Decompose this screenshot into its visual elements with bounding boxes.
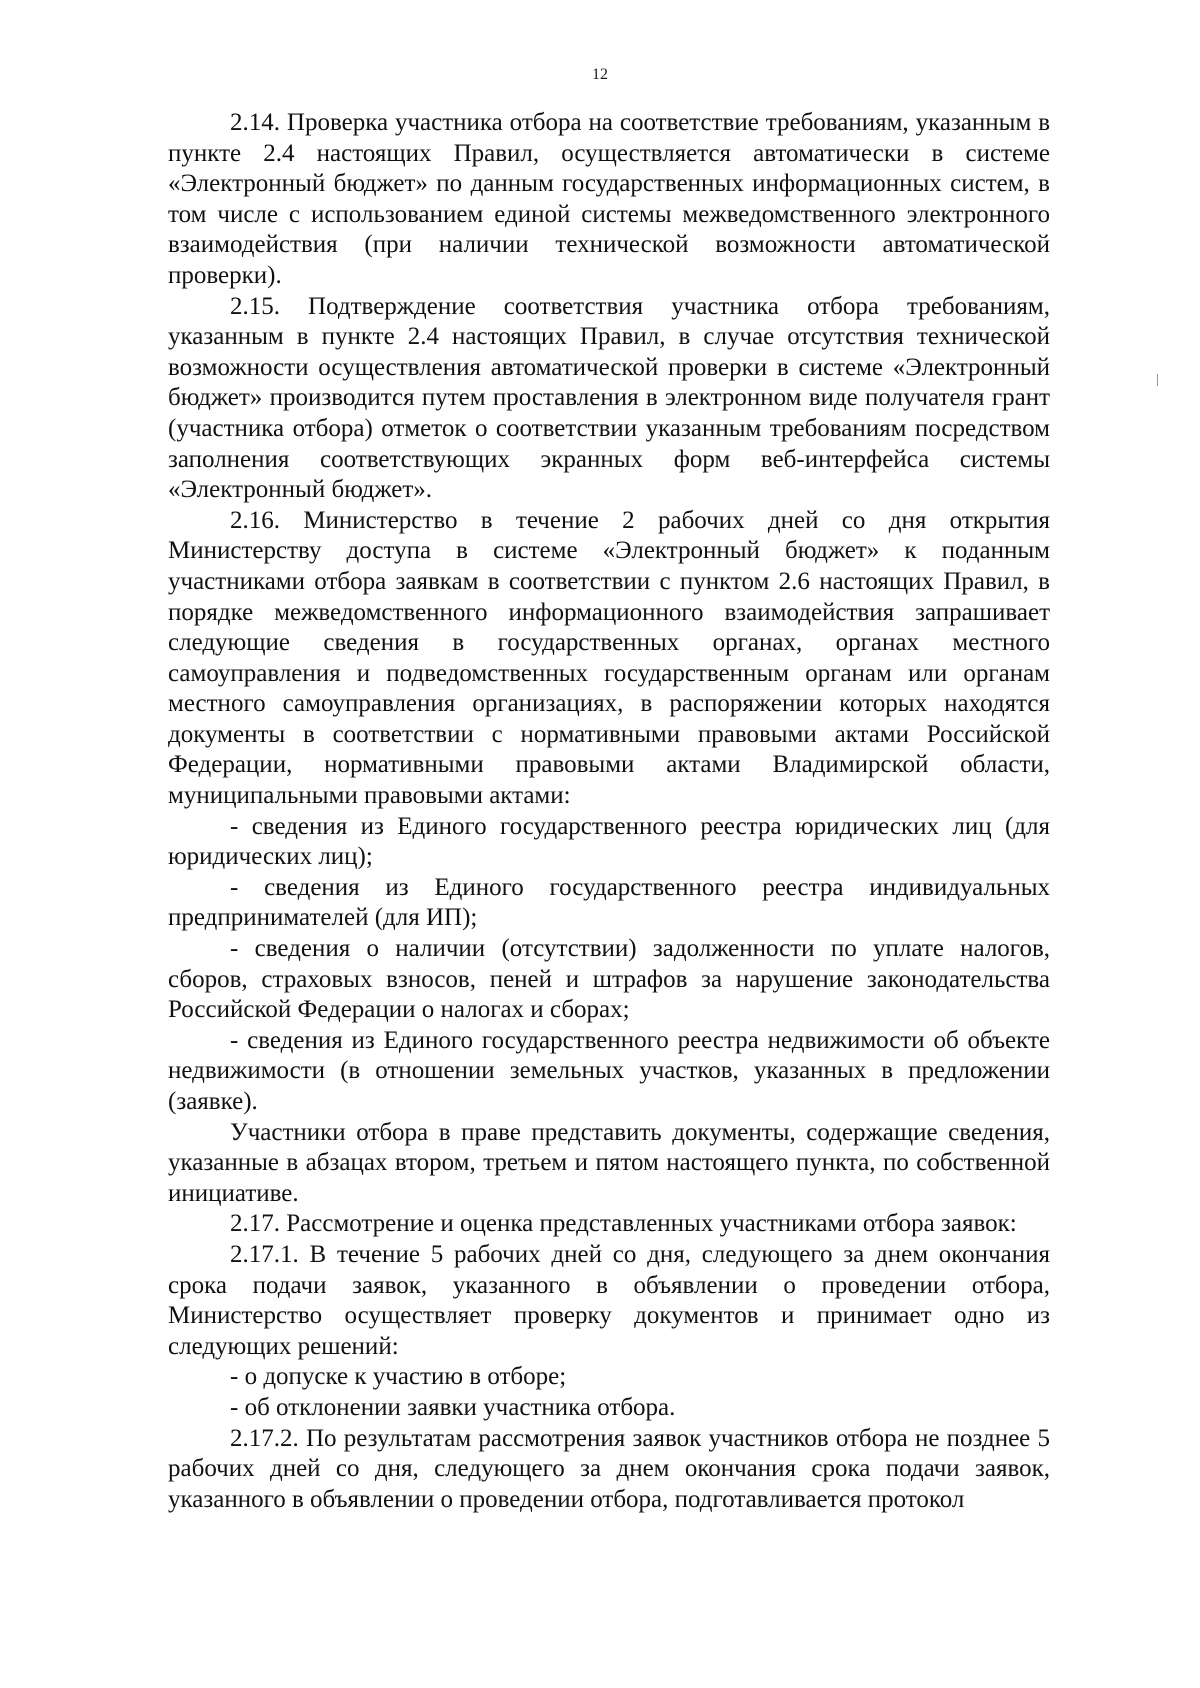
list-item-egrip: - сведения из Единого государственного реестра индивидуальных предпринимателей (для ИП); xyxy=(168,873,1050,932)
margin-mark xyxy=(1157,374,1158,386)
list-item-rejection: - об отклонении заявки участника отбора. xyxy=(230,1393,676,1421)
paragraph-own-initiative: Участники отбора в праве представить документы, содержащие сведения, указанные в абзацах втором, третьем и пятом настоящего пункта, по собственной инициативе. xyxy=(168,1118,1050,1207)
paragraph-2-15: 2.15. Подтверждение соответствия участника отбора требованиям, указанным в пункте 2.4 настоящих Правил, в случае отсутствия технической возможности осуществления автоматической проверки в системе «Электронный бюджет» производится путем проставления в электронном виде получателя грант (участника отбора) отметок о соответствии указанным требованиям посредством заполнения соответствующих экранных форм веб-интерфейса системы «Электронный бюджет». xyxy=(168,292,1050,504)
list-item-tax-debt: - сведения о наличии (отсутствии) задолженности по уплате налогов, сборов, страховых взносов, пеней и штрафов за нарушение законодательства Российской Федерации о налогах и сборах; xyxy=(168,935,1050,1024)
list-item-egrn: - сведения из Единого государственного реестра недвижимости об объекте недвижимости (в отношении земельных участков, указанных в предложении (заявке). xyxy=(168,1026,1050,1115)
paragraph-2-17: 2.17. Рассмотрение и оценка представленных участниками отбора заявок: xyxy=(230,1210,1017,1238)
page-number: 12 xyxy=(592,66,608,83)
paragraph-2-14: 2.14. Проверка участника отбора на соответствие требованиям, указанным в пункте 2.4 настоящих Правил, осуществляется автоматически в системе «Электронный бюджет» по данным государственных информационных систем, в том числе с использованием единой системы межведомственного электронного взаимодействия (при наличии технической возможности автоматической проверки). xyxy=(168,109,1050,289)
document-body xyxy=(168,108,1050,1515)
list-item-egrul: - сведения из Единого государственного реестра юридических лиц (для юридических лиц); xyxy=(168,812,1050,871)
paragraph-2-17-2: 2.17.2. По результатам рассмотрения заявок участников отбора не позднее 5 рабочих дней со дня, следующего за днем окончания срока подачи заявок, указанного в объявлении о проведении отбора, подготавливается протокол xyxy=(168,1424,1050,1513)
list-item-admission: - о допуске к участию в отборе; xyxy=(230,1363,567,1391)
paragraph-2-17-1: 2.17.1. В течение 5 рабочих дней со дня, следующего за днем окончания срока подачи заявок, указанного в объявлении о проведении отбора, Министерство осуществляет проверку документов и принимает одно из следующих решений: xyxy=(168,1240,1050,1360)
paragraph-2-16: 2.16. Министерство в течение 2 рабочих дней со дня открытия Министерству доступа в системе «Электронный бюджет» к поданным участниками отбора заявкам в соответствии с пунктом 2.6 настоящих Правил, в порядке межведомственного информационного взаимодействия запрашивает следующие сведения в государственных органах, органах местного самоуправления и подведомственных государственным органам или органам местного самоуправления организациях, в распоряжении которых находятся документы в соответствии с нормативными правовыми актами Российской Федерации, нормативными правовыми актами Владимирской области, муниципальными правовыми актами: xyxy=(168,506,1050,810)
